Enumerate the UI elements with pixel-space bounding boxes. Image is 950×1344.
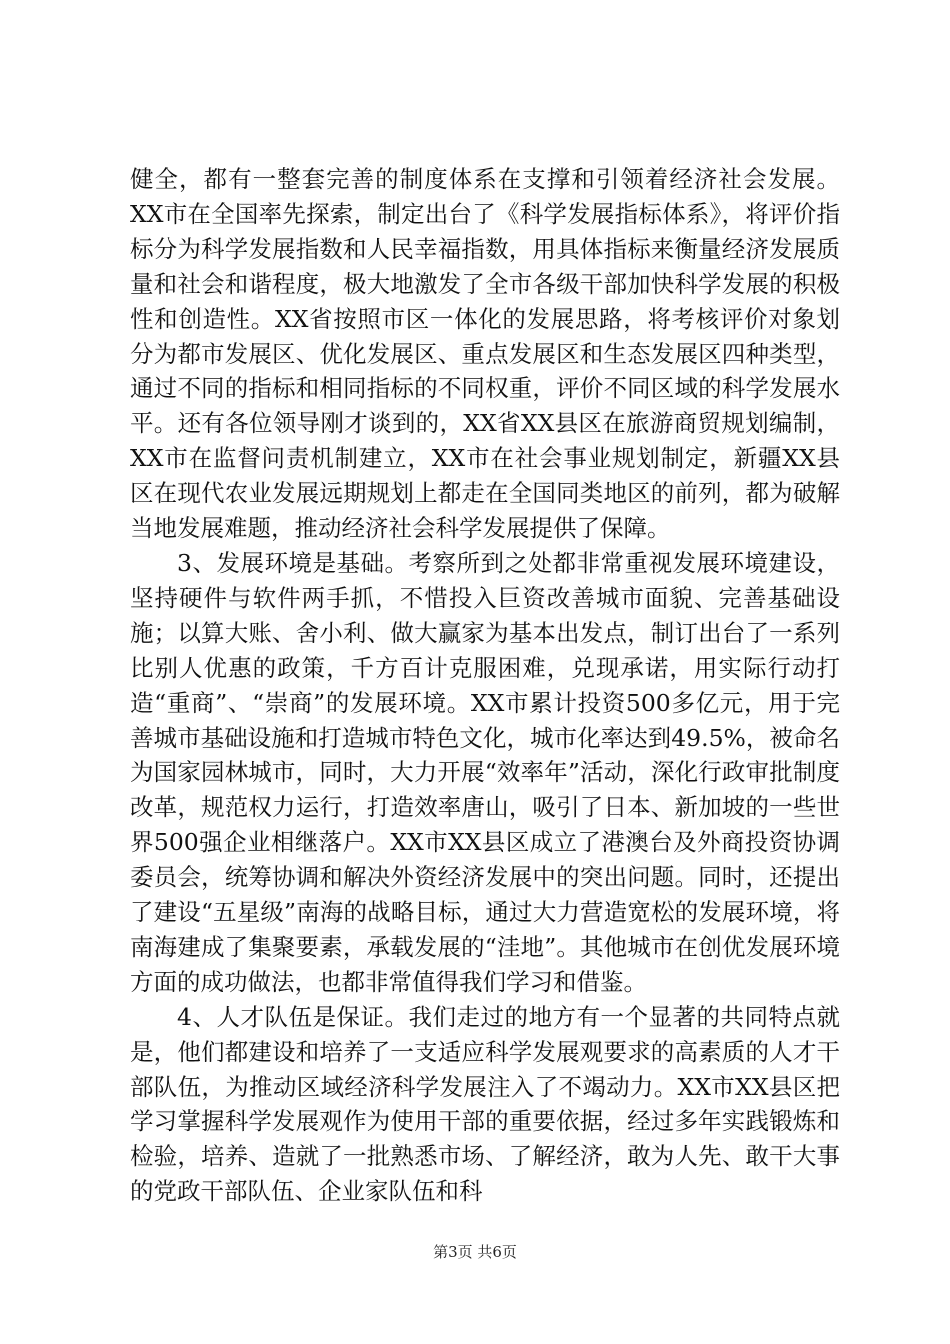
paragraph-continuation: 健全，都有一整套完善的制度体系在支撑和引领着经济社会发展。XX市在全国率先探索，制定出台了《科学发展指标体系》，将评价指标分为科学发展指数和人民幸福指数，用具体指标来衡量经济发展质量和社会和谐程度，极大地激发了全市各级干部加快科学发展的积极性和创造性。XX省按照市区一体化的发展思路，将考核评价对象划分为都市发展区、优化发展区、重点发展区和生态发展区四种类型，通过不同的指标和相同指标的不同权重，评价不同区域的科学发展水平。还有各位领导刚才谈到的，XX省XX县区在旅游商贸规划编制，XX市在监督问责机制建立，XX市在社会事业规划制定，新疆XX县区在现代农业发展远期规划上都走在全国同类地区的前列，都为破解当地发展难题，推动经济社会科学发展提供了保障。 (130, 165, 840, 543)
paragraph-development-environment: 3、发展环境是基础。考察所到之处都非常重视发展环境建设，坚持硬件与软件两手抓，不惜投入巨资改善城市面貌、完善基础设施；以算大账、舍小利、做大赢家为基本出发点，制订出台了一系列比别人优惠的政策，千方百计克服困难，兑现承诺，用实际行动打造“重商”、“崇商”的发展环境。XX市累计投资500多亿元，用于完善城市基础设施和打造城市特色文化，城市化率达到49.5%，被命名为国家园林城市，同时，大力开展“效率年”活动，深化行政审批制度改革，规范权力运行，打造效率唐山，吸引了日本、新加坡的一些世界500强企业相继落户。XX市XX县区成立了港澳台及外商投资协调委员会，统筹协调和解决外资经济发展中的突出问题。同时，还提出了建设“五星级”南海的战略目标，通过大力营造宽松的发展环境，将南海建成了集聚要素，承载发展的“洼地”。其他城市在创优发展环境方面的成功做法，也都非常值得我们学习和借鉴。 (130, 548, 840, 996)
document-body (130, 162, 840, 1209)
paragraph-talent-team: 4、人才队伍是保证。我们走过的地方有一个显著的共同特点就是，他们都建设和培养了一支适应科学发展观要求的高素质的人才干部队伍，为推动区域经济科学发展注入了不竭动力。XX市XX县区把学习掌握科学发展观作为使用干部的重要依据，经过多年实践锻炼和检验，培养、造就了一批熟悉市场、了解经济，敢为人先、敢干大事的党政干部队伍、企业家队伍和科 (130, 1002, 840, 1206)
page-footer: 第3页 共6页 (433, 1243, 517, 1261)
